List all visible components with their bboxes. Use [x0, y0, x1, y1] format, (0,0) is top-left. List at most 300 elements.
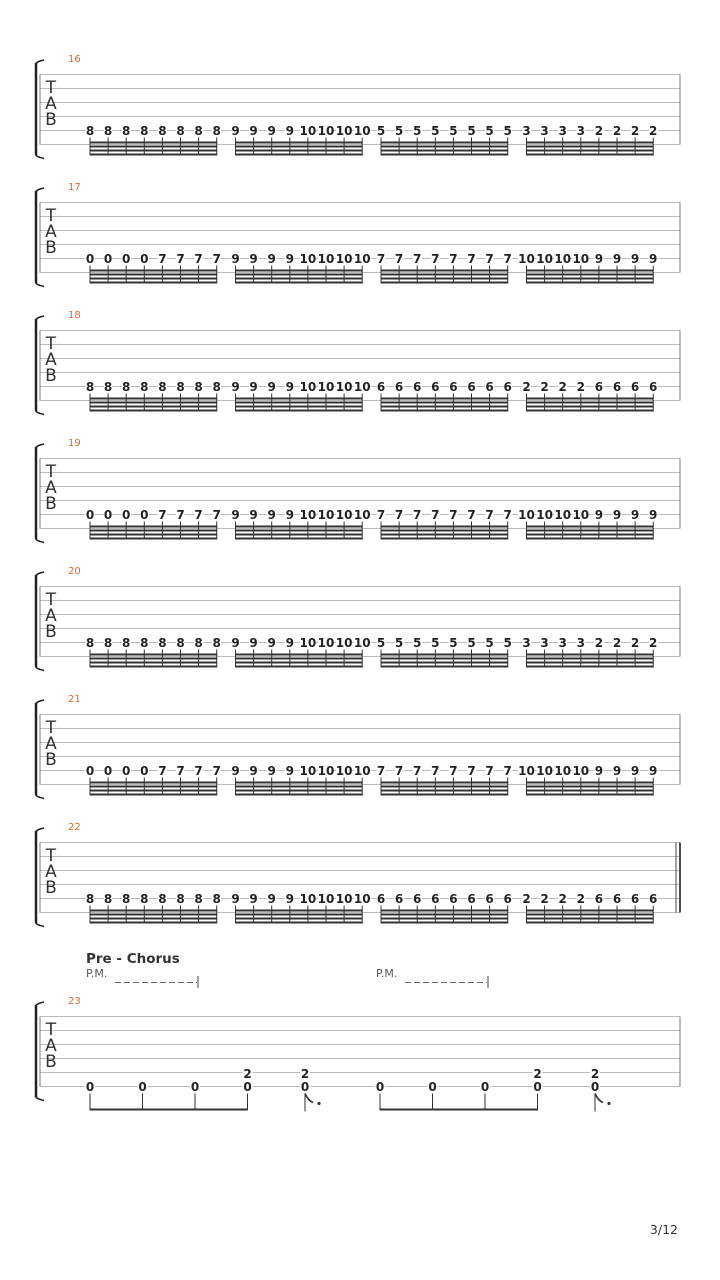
fret-number: 9	[249, 764, 258, 778]
fret-number: 2	[522, 892, 531, 906]
fret-number: 9	[267, 380, 276, 394]
page-number: 3/12	[649, 1222, 678, 1237]
fret-number: 8	[103, 380, 113, 394]
measure-number: 16	[68, 54, 81, 65]
fret-number: 7	[503, 252, 512, 266]
fret-number: 7	[413, 252, 422, 266]
bracket-bottom-hook	[36, 540, 44, 543]
bracket-top-hook	[36, 444, 44, 447]
tab-clef-letter: B	[45, 366, 57, 386]
fret-number: 10	[353, 764, 371, 778]
fret-number: 0	[480, 1080, 490, 1094]
fret-number: 5	[449, 636, 458, 650]
fret-number: 10	[353, 508, 371, 522]
fret-number: 0	[103, 764, 113, 778]
fret-number: 6	[376, 380, 386, 394]
note-flag	[595, 1094, 603, 1103]
fret-number: 9	[249, 380, 258, 394]
tab-clef-letter: T	[45, 718, 57, 738]
fret-number: 10	[572, 252, 590, 266]
fret-number: 8	[122, 892, 131, 906]
fret-number: 8	[158, 124, 167, 138]
fret-number: 9	[612, 252, 622, 266]
fret-number: 7	[485, 508, 494, 522]
fret-number: 8	[176, 124, 185, 138]
fret-number: 9	[267, 636, 276, 650]
fret-number: 10	[536, 252, 553, 266]
fret-number: 7	[431, 508, 440, 522]
fret-number: 7	[158, 252, 167, 266]
tab-system	[36, 438, 680, 543]
tab-clef-letter: A	[45, 222, 57, 242]
fret-number: 8	[85, 124, 95, 138]
measure-number: 21	[68, 694, 81, 705]
fret-number: 9	[285, 380, 294, 394]
fret-number: 5	[394, 636, 404, 650]
fret-number: 5	[413, 636, 422, 650]
fret-number: 8	[122, 124, 131, 138]
fret-number: 8	[140, 124, 149, 138]
tab-system	[36, 694, 680, 799]
fret-number: 7	[394, 764, 404, 778]
fret-number: 10	[299, 508, 317, 522]
fret-number: 9	[231, 252, 240, 266]
fret-number: 0	[428, 1080, 437, 1094]
fret-number: 3	[540, 636, 549, 650]
fret-number: 8	[158, 892, 167, 906]
measure-number: 23	[68, 996, 81, 1007]
fret-number: 9	[630, 252, 640, 266]
fret-number: 6	[503, 892, 512, 906]
fret-number: 6	[594, 892, 604, 906]
tab-clef-letter: B	[45, 878, 57, 898]
fret-number: 7	[413, 764, 422, 778]
fret-number: 9	[649, 508, 658, 522]
fret-number: 8	[122, 380, 131, 394]
fret-number: 6	[449, 892, 458, 906]
fret-number: 0	[122, 252, 131, 266]
tab-clef-letter: A	[45, 734, 57, 754]
fret-number: 10	[317, 252, 335, 266]
fret-number: 2	[576, 380, 585, 394]
measure-number: 19	[68, 438, 81, 449]
fret-number: 8	[212, 124, 221, 138]
fret-number: 7	[158, 508, 167, 522]
bracket-top-hook	[36, 1002, 44, 1005]
fret-number: 5	[467, 636, 476, 650]
fret-number: 6	[503, 380, 512, 394]
fret-number: 5	[485, 636, 494, 650]
fret-number: 9	[285, 508, 294, 522]
bracket-bottom-hook	[36, 1098, 44, 1101]
bracket-bottom-hook	[36, 796, 44, 799]
fret-number: 5	[431, 636, 440, 650]
fret-number: 7	[394, 508, 404, 522]
fret-number: 10	[554, 252, 572, 266]
palm-mute-label: P.M.	[86, 967, 108, 980]
fret-number: 8	[140, 892, 149, 906]
fret-number: 7	[467, 508, 476, 522]
tab-system	[36, 822, 680, 927]
fret-number: 2	[649, 636, 658, 650]
fret-number: 0	[122, 508, 131, 522]
fret-number: 10	[353, 892, 371, 906]
measure-number: 22	[68, 822, 81, 833]
fret-number: 6	[485, 380, 494, 394]
fret-number: 6	[431, 892, 440, 906]
fret-number: 2	[612, 124, 622, 138]
section-label: Pre - Chorus	[86, 951, 180, 967]
fret-number: 6	[630, 380, 640, 394]
fret-number: 8	[194, 380, 203, 394]
fret-number: 0	[85, 1080, 95, 1094]
tab-clef-letter: A	[45, 606, 57, 626]
fret-number: 9	[267, 124, 276, 138]
fret-number: 7	[194, 252, 203, 266]
fret-number: 5	[413, 124, 422, 138]
tab-clef-letter: T	[45, 78, 57, 98]
fret-number: 8	[103, 892, 113, 906]
fret-number: 2	[558, 380, 567, 394]
fret-number: 6	[394, 380, 404, 394]
fret-number: 6	[649, 380, 658, 394]
dot-rhythm	[317, 1102, 320, 1105]
fret-number: 3	[522, 636, 531, 650]
fret-number: 8	[176, 380, 185, 394]
fret-number: 5	[449, 124, 458, 138]
fret-number: 10	[317, 892, 335, 906]
fret-number: 9	[630, 764, 640, 778]
fret-number: 10	[299, 380, 317, 394]
fret-number: 10	[317, 764, 335, 778]
fret-number: 9	[612, 764, 622, 778]
bracket-top-hook	[36, 316, 44, 319]
fret-number: 6	[612, 892, 622, 906]
fret-number: 10	[554, 508, 572, 522]
fret-number: 9	[249, 892, 258, 906]
fret-number: 9	[285, 252, 294, 266]
fret-number: 5	[503, 124, 512, 138]
tab-clef-letter: B	[45, 110, 57, 130]
fret-number: 9	[630, 508, 640, 522]
fret-number: 10	[536, 764, 553, 778]
fret-number: 10	[335, 764, 353, 778]
tab-clef-letter: T	[45, 206, 57, 226]
fret-number: 3	[558, 124, 567, 138]
tab-clef-letter: T	[45, 462, 57, 482]
fret-number: 10	[353, 380, 371, 394]
fret-number: 5	[503, 636, 512, 650]
tab-clef-letter: T	[45, 334, 57, 354]
fret-number: 3	[558, 636, 567, 650]
fret-number: 8	[103, 636, 113, 650]
fret-number: 3	[576, 124, 585, 138]
fret-number: 6	[467, 380, 476, 394]
bracket-top-hook	[36, 572, 44, 575]
fret-number: 0	[300, 1080, 310, 1094]
fret-number: 5	[431, 124, 440, 138]
fret-number: 0	[590, 1080, 600, 1094]
tab-clef-letter: A	[45, 94, 57, 114]
fret-number: 6	[485, 892, 494, 906]
fret-number: 5	[467, 124, 476, 138]
tab-system	[36, 54, 680, 159]
fret-number: 0	[103, 252, 113, 266]
fret-number: 7	[176, 252, 185, 266]
fret-number: 7	[212, 252, 221, 266]
fret-number: 9	[285, 892, 294, 906]
fret-number: 9	[267, 764, 276, 778]
fret-number: 9	[231, 636, 240, 650]
fret-number: 2	[300, 1067, 310, 1081]
measure-number: 20	[68, 566, 81, 577]
tab-clef-letter: B	[45, 622, 57, 642]
fret-number: 7	[467, 252, 476, 266]
fret-number: 0	[85, 508, 95, 522]
fret-number: 8	[176, 892, 185, 906]
fret-number: 0	[243, 1080, 252, 1094]
fret-number: 9	[594, 508, 604, 522]
note-flag	[305, 1094, 313, 1103]
fret-number: 7	[212, 508, 221, 522]
measure-number: 17	[68, 182, 81, 193]
fret-number: 2	[590, 1067, 600, 1081]
bracket-top-hook	[36, 700, 44, 703]
tab-clef-letter: B	[45, 750, 57, 770]
fret-number: 5	[376, 124, 386, 138]
palm-mute-label: P.M.	[376, 967, 398, 980]
fret-number: 6	[376, 892, 386, 906]
fret-number: 6	[431, 380, 440, 394]
fret-number: 10	[536, 508, 553, 522]
fret-number: 7	[431, 252, 440, 266]
fret-number: 8	[212, 380, 221, 394]
bracket-bottom-hook	[36, 412, 44, 415]
fret-number: 8	[85, 380, 95, 394]
fret-number: 7	[503, 508, 512, 522]
tab-clef-letter: B	[45, 494, 57, 514]
fret-number: 10	[317, 636, 335, 650]
bracket-top-hook	[36, 188, 44, 191]
fret-number: 7	[485, 252, 494, 266]
fret-number: 6	[413, 380, 422, 394]
fret-number: 9	[231, 380, 240, 394]
fret-number: 0	[140, 764, 149, 778]
tab-clef-letter: A	[45, 1036, 57, 1056]
fret-number: 9	[649, 764, 658, 778]
fret-number: 8	[212, 892, 221, 906]
fret-number: 2	[630, 124, 640, 138]
fret-number: 10	[335, 252, 353, 266]
fret-number: 10	[353, 124, 371, 138]
fret-number: 9	[649, 252, 658, 266]
fret-number: 8	[140, 636, 149, 650]
fret-number: 6	[630, 892, 640, 906]
fret-number: 7	[376, 252, 386, 266]
fret-number: 5	[376, 636, 386, 650]
fret-number: 10	[518, 252, 535, 266]
fret-number: 0	[138, 1080, 147, 1094]
fret-number: 10	[554, 764, 572, 778]
fret-number: 7	[158, 764, 167, 778]
fret-number: 10	[572, 508, 590, 522]
fret-number: 8	[158, 380, 167, 394]
fret-number: 0	[122, 764, 131, 778]
fret-number: 0	[140, 252, 149, 266]
fret-number: 0	[85, 252, 95, 266]
tab-clef-letter: T	[45, 1020, 57, 1040]
fret-number: 9	[231, 764, 240, 778]
tab-clef-letter: T	[45, 590, 57, 610]
fret-number: 2	[243, 1067, 252, 1081]
fret-number: 6	[649, 892, 658, 906]
fret-number: 7	[449, 508, 458, 522]
fret-number: 8	[194, 636, 203, 650]
fret-number: 2	[558, 892, 567, 906]
fret-number: 5	[485, 124, 494, 138]
fret-number: 10	[335, 636, 353, 650]
tab-clef-letter: A	[45, 350, 57, 370]
fret-number: 9	[267, 252, 276, 266]
tab-system	[36, 182, 680, 287]
bracket-bottom-hook	[36, 284, 44, 287]
fret-number: 7	[376, 508, 386, 522]
fret-number: 3	[576, 636, 585, 650]
tab-clef-letter: B	[45, 238, 57, 258]
fret-number: 2	[576, 892, 585, 906]
fret-number: 9	[594, 252, 604, 266]
fret-number: 7	[194, 508, 203, 522]
fret-number: 8	[103, 124, 113, 138]
fret-number: 10	[299, 764, 317, 778]
fret-number: 2	[522, 380, 531, 394]
fret-number: 7	[194, 764, 203, 778]
fret-number: 9	[285, 636, 294, 650]
fret-number: 8	[158, 636, 167, 650]
fret-number: 7	[212, 764, 221, 778]
fret-number: 5	[394, 124, 404, 138]
tab-clef-letter: A	[45, 862, 57, 882]
fret-number: 7	[449, 764, 458, 778]
fret-number: 10	[317, 508, 335, 522]
fret-number: 10	[518, 764, 535, 778]
fret-number: 8	[122, 636, 131, 650]
fret-number: 2	[533, 1067, 542, 1081]
fret-number: 9	[285, 764, 294, 778]
fret-number: 10	[335, 380, 353, 394]
fret-number: 8	[176, 636, 185, 650]
fret-number: 0	[85, 764, 95, 778]
bracket-bottom-hook	[36, 156, 44, 159]
fret-number: 9	[231, 892, 240, 906]
fret-number: 7	[449, 252, 458, 266]
fret-number: 10	[317, 380, 335, 394]
fret-number: 10	[572, 764, 590, 778]
systems-layer	[36, 54, 680, 1112]
fret-number: 6	[612, 380, 622, 394]
fret-number: 9	[249, 636, 258, 650]
bracket-top-hook	[36, 60, 44, 63]
fret-number: 8	[194, 892, 203, 906]
fret-number: 10	[335, 892, 353, 906]
tab-system	[36, 310, 680, 415]
fret-number: 7	[467, 764, 476, 778]
fret-number: 9	[612, 508, 622, 522]
fret-number: 7	[176, 508, 185, 522]
fret-number: 2	[612, 636, 622, 650]
fret-number: 10	[299, 252, 317, 266]
fret-number: 3	[540, 124, 549, 138]
fret-number: 10	[353, 252, 371, 266]
fret-number: 7	[485, 764, 494, 778]
fret-number: 10	[353, 636, 371, 650]
fret-number: 6	[413, 892, 422, 906]
bracket-bottom-hook	[36, 924, 44, 927]
fret-number: 10	[335, 124, 353, 138]
fret-number: 10	[299, 892, 317, 906]
fret-number: 9	[249, 508, 258, 522]
fret-number: 9	[249, 252, 258, 266]
fret-number: 9	[267, 508, 276, 522]
fret-number: 0	[140, 508, 149, 522]
fret-number: 3	[522, 124, 531, 138]
fret-number: 9	[267, 892, 276, 906]
fret-number: 10	[335, 508, 353, 522]
bracket-bottom-hook	[36, 668, 44, 671]
fret-number: 9	[285, 124, 294, 138]
fret-number: 7	[394, 252, 404, 266]
fret-number: 10	[299, 636, 317, 650]
fret-number: 0	[190, 1080, 200, 1094]
fret-number: 7	[376, 764, 386, 778]
fret-number: 6	[467, 892, 476, 906]
fret-number: 0	[103, 508, 113, 522]
tab-system-final	[36, 951, 680, 1112]
dot-rhythm	[607, 1102, 610, 1105]
fret-number: 8	[85, 892, 95, 906]
fret-number: 6	[394, 892, 404, 906]
fret-number: 9	[594, 764, 604, 778]
fret-number: 2	[594, 636, 604, 650]
tab-clef-letter: B	[45, 1052, 57, 1072]
fret-number: 0	[533, 1080, 542, 1094]
fret-number: 8	[212, 636, 221, 650]
fret-number: 9	[231, 124, 240, 138]
fret-number: 6	[449, 380, 458, 394]
fret-number: 2	[649, 124, 658, 138]
fret-number: 8	[194, 124, 203, 138]
tab-clef-letter: A	[45, 478, 57, 498]
fret-number: 10	[518, 508, 535, 522]
fret-number: 7	[176, 764, 185, 778]
fret-number: 10	[299, 124, 317, 138]
fret-number: 10	[317, 124, 335, 138]
fret-number: 7	[503, 764, 512, 778]
fret-number: 8	[85, 636, 95, 650]
tab-clef-letter: T	[45, 846, 57, 866]
tab-system	[36, 566, 680, 671]
bracket-top-hook	[36, 828, 44, 831]
fret-number: 6	[594, 380, 604, 394]
fret-number: 7	[431, 764, 440, 778]
fret-number: 7	[413, 508, 422, 522]
fret-number: 9	[231, 508, 240, 522]
fret-number: 2	[540, 892, 549, 906]
fret-number: 2	[540, 380, 549, 394]
fret-number: 0	[375, 1080, 385, 1094]
fret-number: 9	[249, 124, 258, 138]
measure-number: 18	[68, 310, 81, 321]
